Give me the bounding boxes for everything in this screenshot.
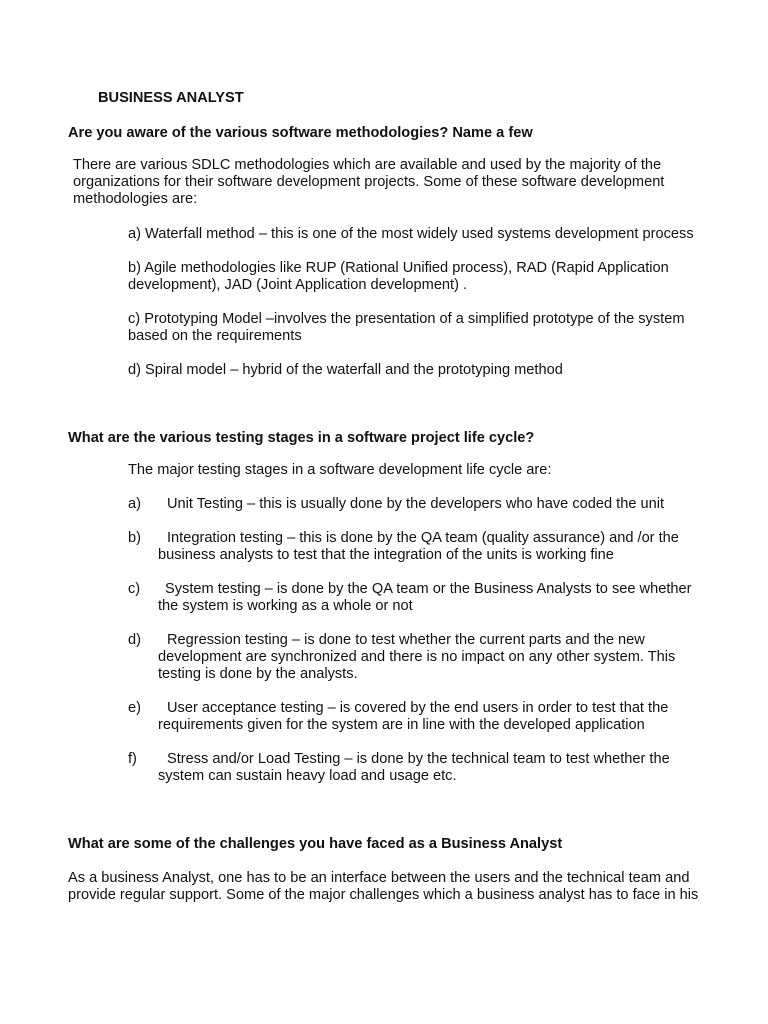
testing-stage-text: User acceptance testing – is covered by the end users in order to test that the requirements given for the system are in line with the developed application bbox=[158, 700, 669, 733]
testing-stage-letter: f) bbox=[128, 751, 137, 767]
testing-stage-b bbox=[128, 530, 728, 564]
testing-stage-letter: c) bbox=[128, 581, 141, 597]
question-3-heading: What are some of the challenges you have faced as a Business Analyst bbox=[68, 836, 563, 852]
testing-stage-letter: a) bbox=[128, 496, 141, 512]
methodology-item-d: d) Spiral model – hybrid of the waterfall and the prototyping method bbox=[128, 362, 563, 378]
question-2-intro: The major testing stages in a software development life cycle are: bbox=[128, 462, 552, 478]
testing-stage-e bbox=[128, 700, 728, 734]
methodology-item-c: c) Prototyping Model –involves the presentation of a simplified prototype of the system based on the requirements bbox=[128, 311, 685, 344]
methodology-item-a: a) Waterfall method – this is one of the most widely used systems development process bbox=[128, 226, 694, 242]
testing-stage-a bbox=[128, 496, 728, 513]
testing-stage-c bbox=[128, 581, 728, 615]
methodology-item-b: b) Agile methodologies like RUP (Rational Unified process), RAD (Rapid Application development), JAD (Joint Application development) . bbox=[128, 260, 669, 293]
question-3-intro: As a business Analyst, one has to be an interface between the users and the technical team and provide regular support. Some of the major challenges which a business analyst has to face in his bbox=[68, 870, 699, 903]
testing-stage-text: Unit Testing – this is usually done by the developers who have coded the unit bbox=[167, 496, 665, 512]
question-1-heading: Are you aware of the various software methodologies? Name a few bbox=[68, 125, 533, 141]
testing-stage-text: Regression testing – is done to test whether the current parts and the new development are synchronized and there is no impact on any other system. This testing is done by the analysts. bbox=[158, 632, 676, 682]
testing-stage-text: System testing – is done by the QA team or the Business Analysts to see whether the system is working as a whole or not bbox=[158, 581, 692, 614]
question-2-heading: What are the various testing stages in a software project life cycle? bbox=[68, 430, 535, 446]
testing-stage-letter: e) bbox=[128, 700, 141, 716]
testing-stage-text: Stress and/or Load Testing – is done by the technical team to test whether the system can sustain heavy load and usage etc. bbox=[158, 751, 670, 784]
question-1-intro: There are various SDLC methodologies which are available and used by the majority of the organizations for their software development projects. Some of these software development methodologies are: bbox=[73, 157, 665, 207]
testing-stage-text: Integration testing – this is done by the QA team (quality assurance) and /or the business analysts to test that the integration of the units is working fine bbox=[158, 530, 679, 563]
testing-stage-letter: d) bbox=[128, 632, 141, 648]
testing-stage-f bbox=[128, 751, 728, 785]
document-title: BUSINESS ANALYST bbox=[98, 90, 244, 106]
testing-stage-d bbox=[128, 632, 728, 683]
testing-stage-letter: b) bbox=[128, 530, 141, 546]
